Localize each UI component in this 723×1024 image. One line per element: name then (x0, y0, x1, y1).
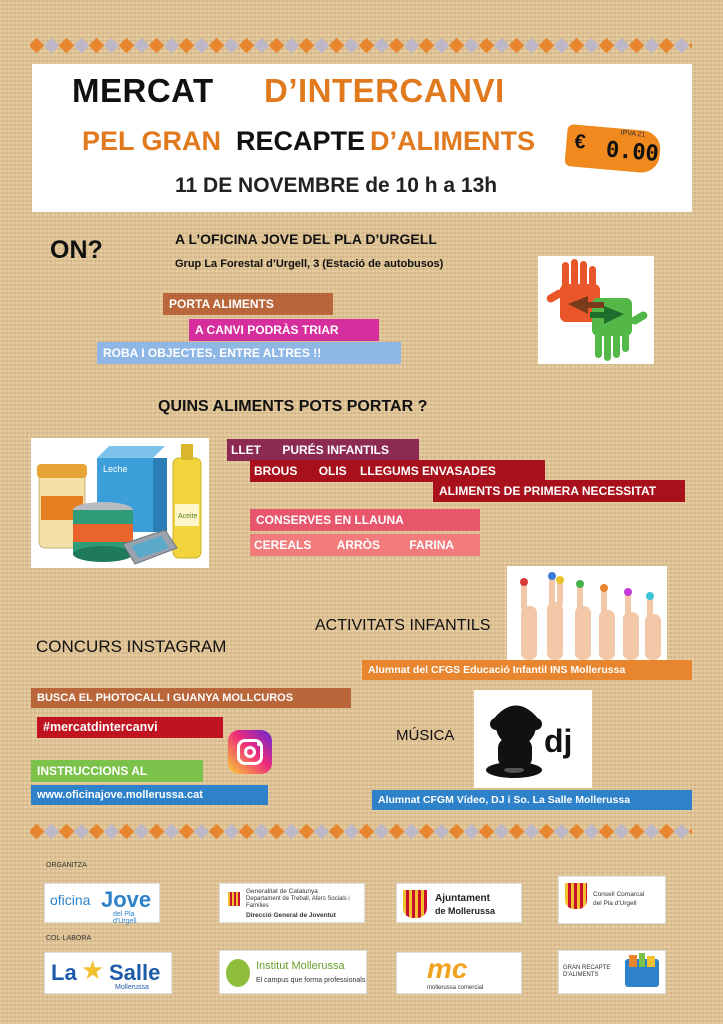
diamond-ornament (584, 37, 600, 53)
logo-oj-a: oficina (50, 892, 91, 908)
logo-la-salle (44, 952, 172, 994)
title-recapte: RECAPTE (236, 126, 366, 156)
music-heading: MÚSICA (396, 727, 455, 744)
diamond-ornament (539, 823, 555, 839)
diamond-ornament (74, 37, 90, 53)
diamond-ornament (254, 37, 270, 53)
diamond-ornament (89, 37, 105, 53)
diamond-ornament (59, 37, 75, 53)
diamond-ornament (209, 823, 225, 839)
food-arros: ARRÒS (336, 538, 381, 552)
diamond-ornament (239, 37, 255, 53)
diamond-ornament (524, 37, 540, 53)
collabora-label: COL·LABORA (46, 935, 92, 942)
logo-gen-a: Generalitat de Catalunya (246, 888, 318, 895)
diamond-ornament (179, 37, 195, 53)
diamond-ornament (269, 37, 285, 53)
diamond-ornament (449, 37, 465, 53)
diamond-ornament (30, 823, 44, 839)
logo-gen-b: Departament de Treball, Afers Socials i Famílies (246, 896, 350, 909)
instagram-icon[interactable] (228, 730, 272, 774)
food-brous: BROUS (254, 464, 298, 478)
diamond-ornament (689, 823, 692, 839)
diamond-ornament (314, 823, 330, 839)
diamond-ornament (374, 37, 390, 53)
activities-heading: ACTIVITATS INFANTILS (315, 617, 491, 634)
diamond-ornament (554, 37, 570, 53)
price-amount: 0.00 (604, 137, 660, 167)
diamond-ornament (494, 37, 510, 53)
diamond-ornament (314, 37, 330, 53)
food-bar-row4: CONSERVES EN LLAUNA (250, 509, 480, 531)
diamond-ornament (134, 37, 150, 53)
price-tag (564, 124, 661, 174)
diamond-ornament (599, 823, 615, 839)
diamond-ornament (659, 37, 675, 53)
diamond-ornament (674, 37, 690, 53)
title-mercat: MERCAT (72, 72, 214, 109)
diamond-ornament (269, 823, 285, 839)
diamond-ornament (479, 823, 495, 839)
diamond-ornament (284, 823, 300, 839)
diamond-ornament (209, 37, 225, 53)
dj-text: dj (544, 723, 573, 759)
diamond-ornament (344, 37, 360, 53)
logo-gr-a: GRAN RECAPTE D'ALIMENTS (563, 965, 611, 978)
logo-ls-b: Salle (109, 960, 161, 985)
diamond-ornament (164, 37, 180, 53)
diamond-ornament (194, 37, 210, 53)
diamond-ornament (629, 823, 645, 839)
diamond-ornament (119, 37, 135, 53)
logo-aj-a: Ajuntament (435, 893, 490, 904)
diamond-ornament (44, 823, 60, 839)
basket-icon (625, 959, 659, 987)
diamond-ornament (644, 37, 660, 53)
logo-mc-a: mc (427, 953, 468, 984)
diamond-ornament (644, 823, 660, 839)
diamond-ornament (299, 823, 315, 839)
top-diamond-border (30, 32, 692, 58)
instagram-heading: CONCURS INSTAGRAM (36, 637, 227, 656)
logo-ins-b: El campus que forma professionals (256, 977, 366, 984)
diamond-ornament (569, 823, 585, 839)
diamond-ornament (614, 37, 630, 53)
logo-oj-c: del Pla d'Urgell (113, 911, 137, 925)
title-aliments: D’ALIMENTS (370, 126, 535, 156)
diamond-ornament (329, 823, 345, 839)
star-icon: ★ (81, 955, 105, 985)
diamond-ornament (554, 823, 570, 839)
price-currency: € (573, 130, 587, 154)
diamond-ornament (359, 37, 375, 53)
diamond-ornament (329, 37, 345, 53)
activities-bar: Alumnat del CFGS Educació Infantil INS Mollerussa (362, 660, 692, 680)
diamond-ornament (374, 823, 390, 839)
where-place: A L’OFICINA JOVE DEL PLA D’URGELL (175, 231, 437, 247)
exchange-bar-3: ROBA I OBJECTES, ENTRE ALTRES !! (97, 342, 401, 364)
exchange-bar-2: A CANVI PODRÀS TRIAR (189, 319, 379, 341)
food-bar-row3: ALIMENTS DE PRIMERA NECESSITAT (433, 480, 685, 502)
diamond-ornament (404, 823, 420, 839)
logo-ls-c: Mollerussa (115, 984, 149, 991)
logo-oficina-jove (44, 883, 160, 923)
dj-icon (474, 690, 592, 788)
instagram-url[interactable]: www.oficinajove.mollerussa.cat (31, 785, 268, 805)
diamond-ornament (464, 823, 480, 839)
painted-hands-icon (507, 566, 667, 660)
diamond-ornament (149, 37, 165, 53)
food-image (31, 438, 209, 568)
instagram-bar-1: BUSCA EL PHOTOCALL I GUANYA MOLLCUROS (31, 688, 351, 708)
diamond-ornament (509, 37, 525, 53)
diamond-ornament (239, 823, 255, 839)
food-bar-row2 (250, 460, 545, 482)
diamond-ornament (524, 823, 540, 839)
food-farina: FARINA (409, 538, 455, 552)
logo-oj-b: Jove (101, 887, 152, 912)
diamond-ornament (224, 823, 240, 839)
diamond-ornament (419, 823, 435, 839)
diamond-ornament (659, 823, 675, 839)
hands-icon (538, 256, 654, 364)
olive-icon (226, 959, 250, 987)
food-pures: PURÉS INFANTILS (282, 443, 390, 457)
diamond-ornament (569, 37, 585, 53)
logo-ins-a: Institut Mollerussa (256, 960, 345, 972)
logo-gran-recapte (558, 950, 666, 994)
logo-consell (558, 876, 666, 924)
diamond-ornament (119, 823, 135, 839)
logo-aj-b: de Mollerussa (435, 906, 496, 916)
diamond-ornament (389, 823, 405, 839)
diamond-ornament (629, 37, 645, 53)
diamond-ornament (344, 823, 360, 839)
diamond-ornament (389, 37, 405, 53)
logo-mc-b: mollerussa comercial (427, 985, 484, 991)
diamond-ornament (89, 823, 105, 839)
music-bar: Alumnat CFGM Vídeo, DJ i So. La Salle Mollerussa (372, 790, 692, 810)
diamond-ornament (179, 823, 195, 839)
diamond-ornament (494, 823, 510, 839)
diamond-ornament (44, 37, 60, 53)
diamond-ornament (434, 37, 450, 53)
food-olis: OLIS (318, 464, 347, 478)
diamond-ornament (599, 37, 615, 53)
shield-icon (403, 890, 427, 918)
diamond-ornament (224, 37, 240, 53)
organitza-label: ORGANITZA (46, 862, 87, 869)
diamond-ornament (434, 823, 450, 839)
exchange-bar-1: PORTA ALIMENTS (163, 293, 333, 315)
oil-label: Aceite (178, 513, 198, 520)
diamond-ornament (299, 37, 315, 53)
diamond-ornament (509, 823, 525, 839)
where-question: ON? (50, 236, 103, 264)
price-tiny: IPVA 21 (620, 129, 646, 139)
food-llegums: LLEGUMS ENVASADES (360, 464, 496, 478)
diamond-ornament (254, 823, 270, 839)
diamond-ornament (194, 823, 210, 839)
food-cereals: CEREALS (254, 538, 312, 552)
food-bar-row1 (227, 439, 419, 461)
logo-cc-b: del Pla d'Urgell (593, 900, 637, 907)
diamond-ornament (164, 823, 180, 839)
consell-shield-icon (565, 883, 587, 909)
bottom-diamond-border (30, 818, 692, 844)
event-date: 11 DE NOVEMBRE de 10 h a 13h (175, 174, 498, 197)
instagram-hashtag: #mercatdintercanvi (37, 717, 223, 738)
diamond-ornament (614, 823, 630, 839)
diamond-ornament (134, 823, 150, 839)
logo-institut (219, 950, 367, 994)
title-intercanvi: D’INTERCANVI (264, 72, 505, 109)
diamond-ornament (419, 37, 435, 53)
diamond-ornament (479, 37, 495, 53)
diamond-ornament (104, 823, 120, 839)
logo-generalitat (219, 883, 365, 923)
diamond-ornament (464, 37, 480, 53)
foods-heading: QUINS ALIMENTS POTS PORTAR ? (158, 398, 428, 415)
logo-ajuntament (396, 883, 522, 923)
diamond-ornament (539, 37, 555, 53)
food-milk: LLET (231, 443, 261, 457)
food-bar-row5 (250, 534, 480, 556)
diamond-ornament (30, 37, 44, 53)
diamond-ornament (359, 823, 375, 839)
diamond-ornament (74, 823, 90, 839)
diamond-ornament (674, 823, 690, 839)
diamond-ornament (584, 823, 600, 839)
diamond-ornament (149, 823, 165, 839)
exchange-hands-image (538, 256, 654, 364)
logo-mollerussa-comercial (396, 952, 522, 994)
dj-image (474, 690, 592, 788)
title-pel-gran: PEL GRAN (82, 126, 222, 156)
milk-label: Leche (103, 464, 128, 474)
logo-ls-a: La (51, 960, 77, 985)
children-hands-image (507, 566, 667, 660)
senyera-icon (228, 892, 240, 906)
instagram-bar-3: INSTRUCCIONS AL (31, 760, 203, 782)
diamond-ornament (689, 37, 692, 53)
diamond-ornament (59, 823, 75, 839)
diamond-ornament (104, 37, 120, 53)
diamond-ornament (449, 823, 465, 839)
groceries-icon (31, 438, 209, 568)
diamond-ornament (284, 37, 300, 53)
where-address: Grup La Forestal d’Urgell, 3 (Estació de autobusos) (175, 258, 444, 270)
logo-cc-a: Consell Comarcal (593, 891, 645, 898)
diamond-ornament (404, 37, 420, 53)
logo-gen-c: Direcció General de Joventut (246, 912, 336, 919)
